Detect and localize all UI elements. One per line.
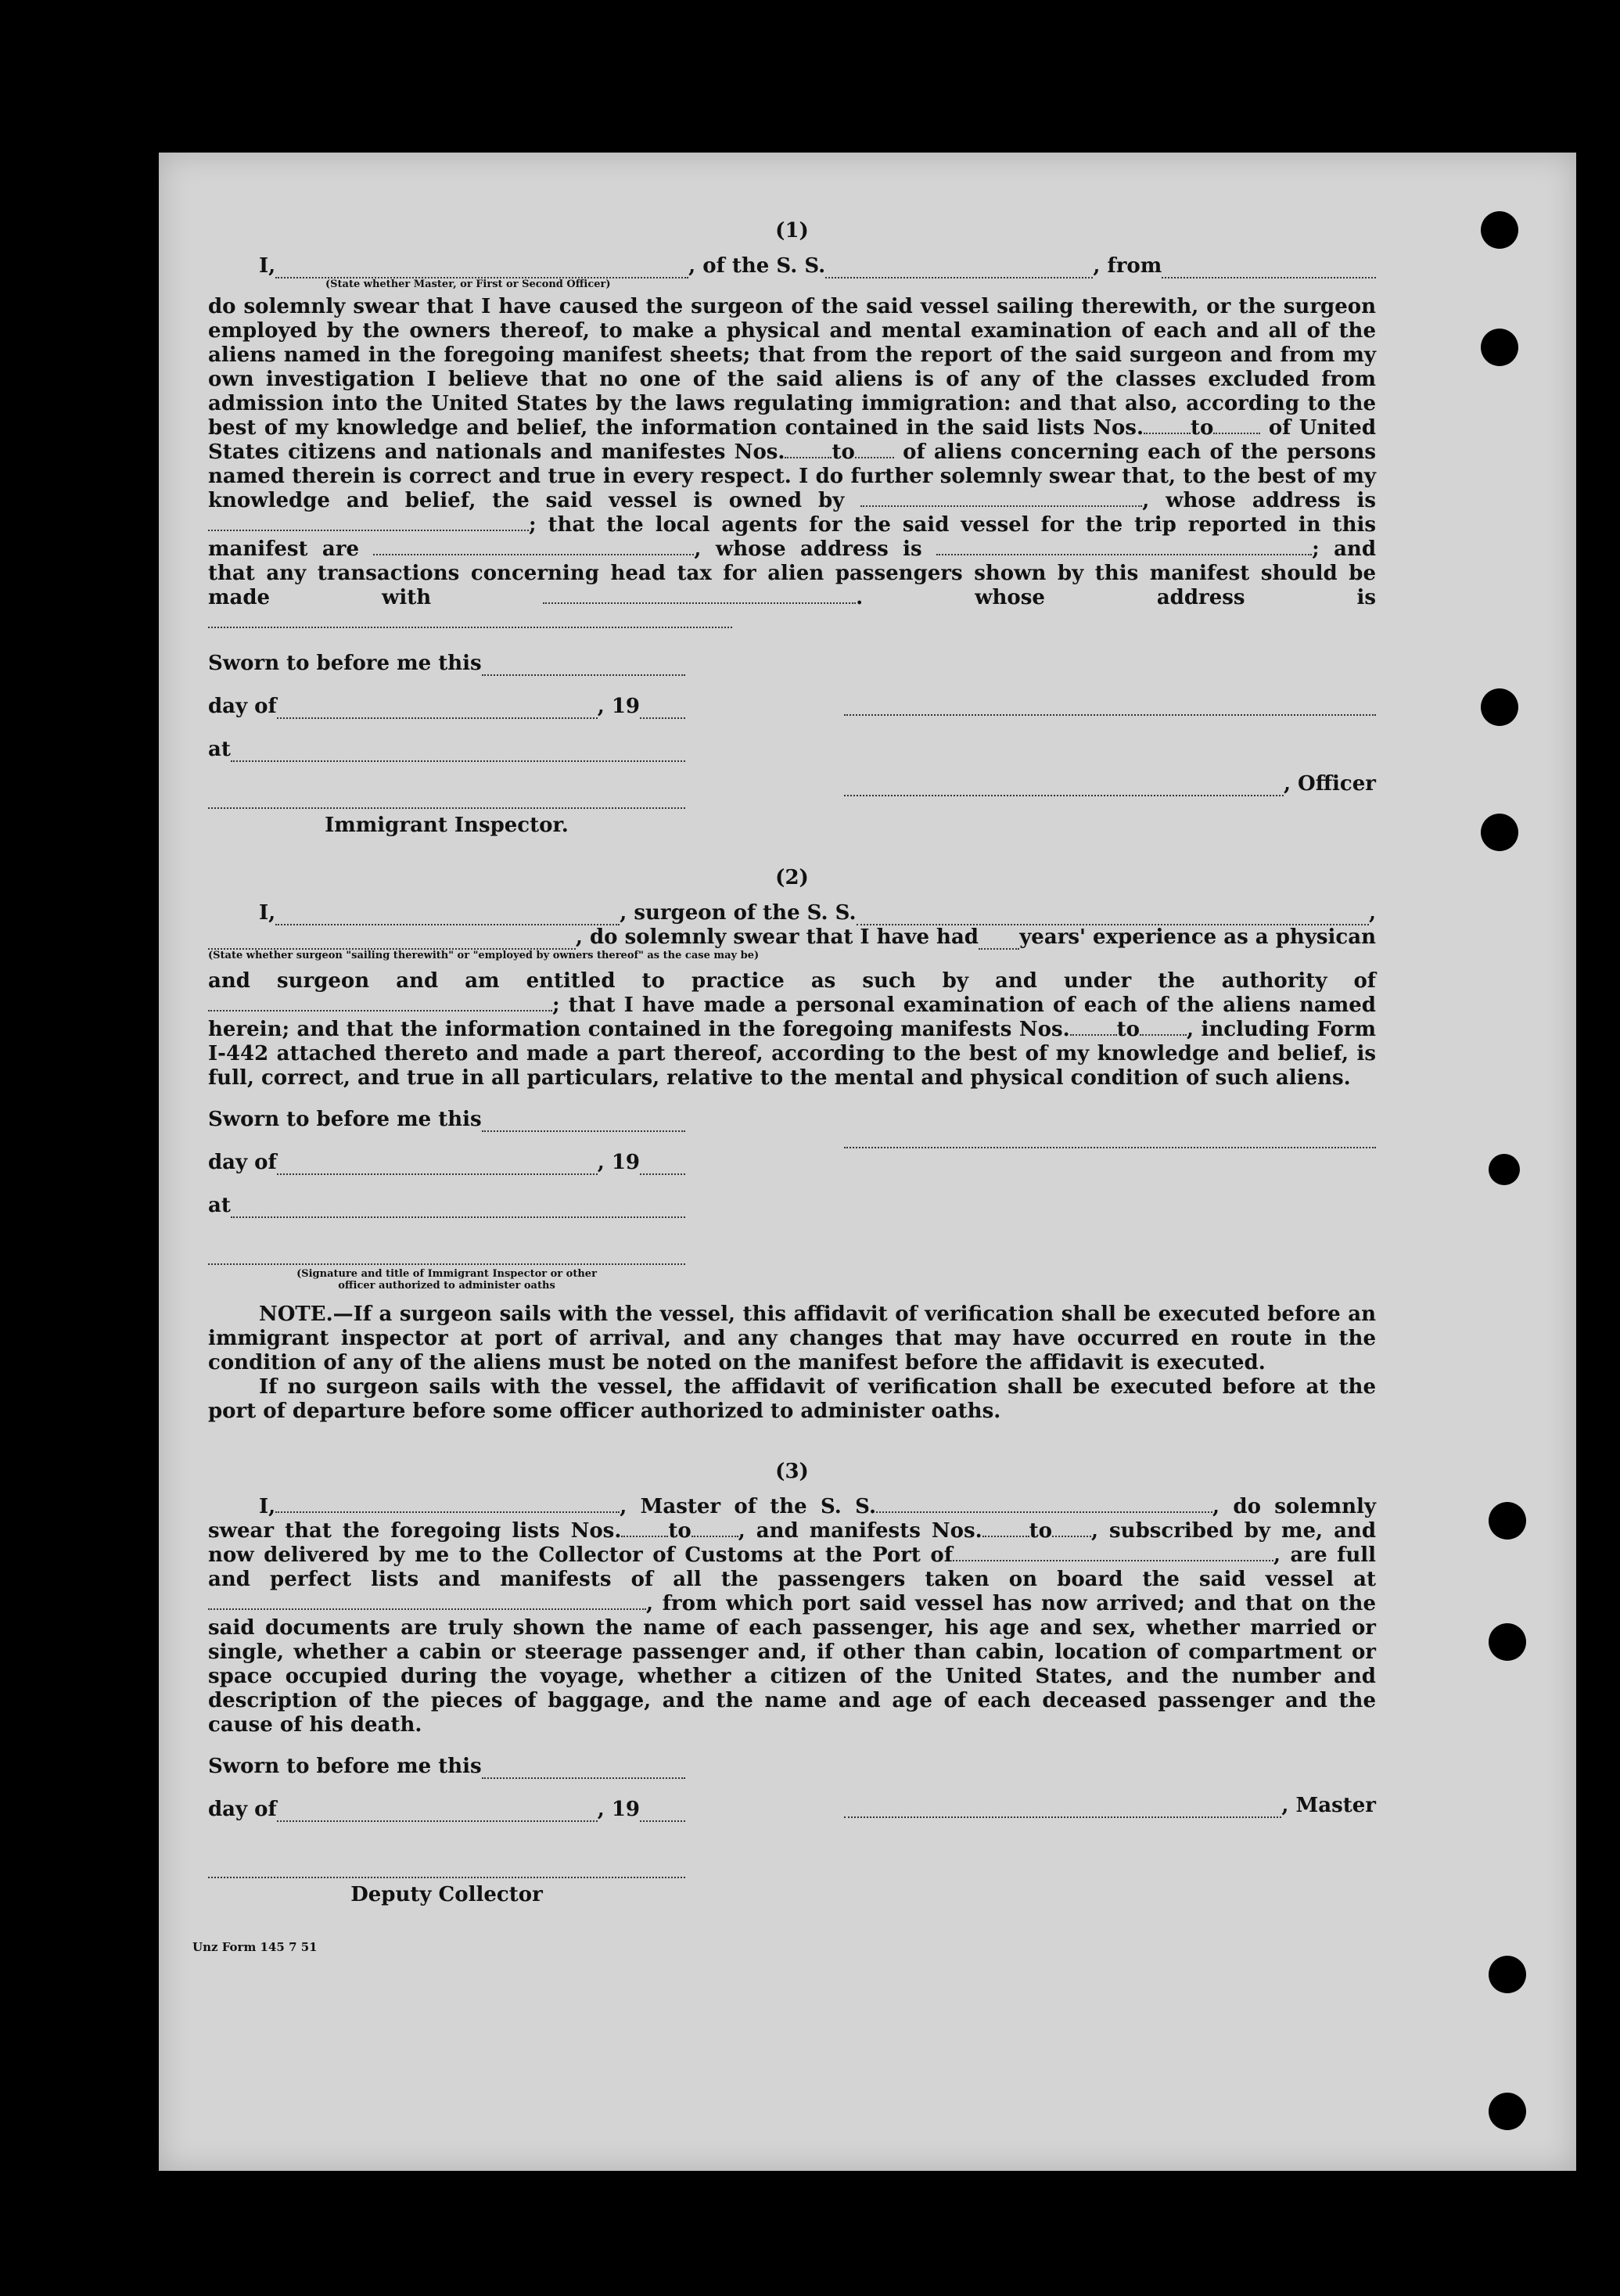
inspector-label: Immigrant Inspector. <box>325 814 569 837</box>
section-1-body: do solemnly swear that I have caused the surgeon of the said vessel sailing therewith, or the surgeon employed by the owners thereof, to make a physical and mental examination of each and all of the aliens named in the foregoing manifest sheets; that from the report of the said surgeon and from my own investigation I believe that no one of the said aliens is of any of the classes excluded from admission into the United States by the laws regulating immigration: and that also, according to the best of my knowledge and belief, the information contained in the said lists Nos. to of United States citizens and nationals and manifestes Nos. to of aliens concerning each of the persons named therein is correct and true in every respect. I do further solemnly swear that, to the best of my knowledge and belief, the said vessel is owned by , whose address is ; that the local agents for the said vessel for the trip reported in this manifest are , whose address is ; and that any transactions concerning head tax for alien passengers shown by this manifest should be made with . whose address is <box>208 295 1376 634</box>
form-page: (1) I, , of the S. S. , from (State whether Master, or First or Second Officer) do solemnly swear that I have caused the surgeon of the said vessel sailing therewith, or the surgeon employed by the owners thereof, to make a physical and mental examination of each and all of the aliens named in the foregoing manifest sheets; that from the report of the said surgeon and from my own investigation I believe that no one of the said aliens is of any of the classes excluded from admission into the United States by the laws regulating immigration: and that also, according to the best of my knowledge and belief, the information contained in the said lists Nos. to of United States citizens and nationals and manifestes Nos. to of aliens concerning each of the persons named therein is correct and true in every respect. I do further solemnly swear that, to the best of my knowledge and belief, the said vessel is owned by , whose address is ; that the local agents for the said vessel for the trip reported in this manifest are , whose address is ; and that any transactions concerning head tax for alien passengers shown by this manifest should be made with . whose address is Sworn to before me this day of , 19 at Immigrant Inspector. , Officer (2) I, , surgeon of the S. S. , , do solemnly swear that I have had years' experience as a physican (State whether surgeon "sailing therewith" or "employed by owners thereof" as the case may be) and surgeon and am entitled to practice as such by and under the authority of; that I have made a personal examination of each of the aliens named herein; and that the information contained in the foregoing manifests Nos. to , including Form I-442 attached thereto and made a part thereof, according to the best of my knowledge and belief, is full, correct, and true in all particulars, relative to the mental and physical condition of such aliens. Sworn to before me this day of , 19 at (Signature and title of Immigrant Inspector or other officer authorized to administer oaths NOTE.—If a surgeon sails with the vessel, this affidavit of verification shall be executed before an immigrant inspector at port of arrival, and any changes that may have occurred en route in the condition of any of the aliens must be noted on the manifest before the affidavit is executed. If no surgeon sails with the vessel, the affidavit of verification shall be executed before at the port of departure before some officer authorized to administer oaths. (3) I, , Master of the S. S. , do solemnly swear that the foregoing lists Nos. to , and manifests Nos. to , subscribed by me, and now delivered by me to the Collector of Customs at the Port of , are full and perfect lists and manifests of all the passengers taken on board the said vessel at, from which port said vessel has now arrived; and that on the said documents are truly shown the name of each passenger, his age and sex, whether married or single, whether a cabin or steerage passenger and, if other than cabin, location of compartment or space occupied during the voyage, whether a citizen of the United States, and the number and description of the pieces of baggage, and the name and age of each deceased passenger and the cause of his death. Sworn to before me this day of , 19 Deputy Collector , Master Unz Form 145 7 51 <box>159 153 1576 2171</box>
section-3-jurat: Sworn to before me this day of , 19 Deputy Collector <box>208 1755 685 1907</box>
years-field[interactable] <box>979 932 1019 950</box>
officer-signature-block: , Officer <box>844 652 1376 838</box>
year-field[interactable] <box>640 702 685 719</box>
authority-field[interactable] <box>208 994 552 1011</box>
punch-hole <box>1489 1502 1526 1540</box>
signature-line[interactable] <box>844 699 1376 716</box>
inspector-signature-field[interactable] <box>208 792 685 809</box>
note-paragraph-2: If no surgeon sails with the vessel, the affidavit of verification shall be executed before at the port of departure before some officer authorized to administer oaths. <box>208 1375 1376 1423</box>
surgeon-vessel-field[interactable] <box>857 908 1369 925</box>
punch-hole <box>1489 1154 1520 1185</box>
agents-field[interactable] <box>373 538 694 555</box>
sworn-date-field[interactable] <box>482 659 685 676</box>
section-3-number: (3) <box>775 1460 809 1483</box>
surgeon-signature-field[interactable] <box>844 1131 1376 1148</box>
officer-rank-note: (State whether Master, or First or Second Officer) <box>325 278 611 290</box>
signature-note: (Signature and title of Immigrant Inspector or other officer authorized to administer oaths <box>296 1268 597 1292</box>
punch-hole <box>1481 814 1518 851</box>
month-field[interactable] <box>277 702 598 719</box>
section-2-number: (2) <box>775 866 809 889</box>
head-tax-address-field[interactable] <box>208 611 732 628</box>
owner-address-field[interactable] <box>208 514 529 531</box>
deputy-label: Deputy Collector <box>350 1883 543 1906</box>
punch-hole <box>1481 211 1518 249</box>
section-1-number: (1) <box>775 219 809 243</box>
section-2-header: I, , surgeon of the S. S. , <box>259 901 1376 925</box>
officer-signature-field[interactable] <box>844 779 1284 796</box>
punch-hole <box>1489 2093 1526 2130</box>
section-3-body: I, , Master of the S. S. , do solemnly swear that the foregoing lists Nos. to , and manifests Nos. to , subscribed by me, and now delivered by me to the Collector of Customs at the Port of , are full and perfect lists and manifests of all the passengers taken on board the said vessel at, from which port said vessel has now arrived; and that on the said documents are truly shown the name of each passenger, his age and sex, whether married or single, whether a cabin or steerage passenger and, if other than cabin, location of compartment or space occupied during the voyage, whether a citizen of the United States, and the number and description of the pieces of baggage, and the name and age of each deceased passenger and the cause of his death. <box>208 1495 1377 1737</box>
agents-address-field[interactable] <box>936 538 1312 555</box>
port-field[interactable] <box>953 1544 1273 1561</box>
punch-hole <box>1489 1623 1526 1661</box>
section-2-body: and surgeon and am entitled to practice as such by and under the authority of; that I have made a personal examination of each of the aliens named herein; and that the information contained in the foregoing manifests Nos. to , including Form I-442 attached thereto and made a part thereof, according to the best of my knowledge and belief, is full, correct, and true in all particulars, relative to the mental and physical condition of such aliens. <box>208 969 1377 1090</box>
master-signature-field[interactable] <box>844 1801 1281 1818</box>
surgeon-status-field[interactable] <box>208 932 576 950</box>
vessel-name-field[interactable] <box>825 261 1093 278</box>
owner-field[interactable] <box>860 490 1142 507</box>
master-name-field[interactable] <box>275 1496 620 1513</box>
punch-hole <box>1481 688 1518 726</box>
form-number: Unz Form 145 7 51 <box>192 1940 318 1954</box>
inspector-signature-field[interactable] <box>208 1248 685 1265</box>
officer-rank-field[interactable] <box>275 261 688 278</box>
section-1-header: I, , of the S. S. , from <box>208 254 1376 278</box>
note-paragraph-1: NOTE.—If a surgeon sails with the vessel, this affidavit of verification shall be executed before an immigrant inspector at port of arrival, and any changes that may have occurred en route in the condition of any of the aliens must be noted on the manifest before the affidavit is executed. <box>208 1303 1376 1374</box>
deputy-signature-field[interactable] <box>208 1861 685 1878</box>
master-vessel-field[interactable] <box>876 1496 1212 1513</box>
origin-port-field[interactable] <box>1162 261 1376 278</box>
section-2-jurat: Sworn to before me this day of , 19 at (Signature and title of Immigrant Inspector or other officer authorized to administer oaths <box>208 1108 685 1292</box>
punch-hole <box>1489 1956 1526 1993</box>
punch-hole <box>1481 329 1518 366</box>
head-tax-party-field[interactable] <box>543 587 856 604</box>
place-field[interactable] <box>231 745 685 762</box>
embark-port-field[interactable] <box>208 1593 646 1610</box>
section-1-jurat: Sworn to before me this day of , 19 at Immigrant Inspector. <box>208 652 685 838</box>
surgeon-status-note: (State whether surgeon "sailing therewith" or "employed by owners thereof" as the case may be) <box>208 950 760 961</box>
surgeon-name-field[interactable] <box>275 908 620 925</box>
